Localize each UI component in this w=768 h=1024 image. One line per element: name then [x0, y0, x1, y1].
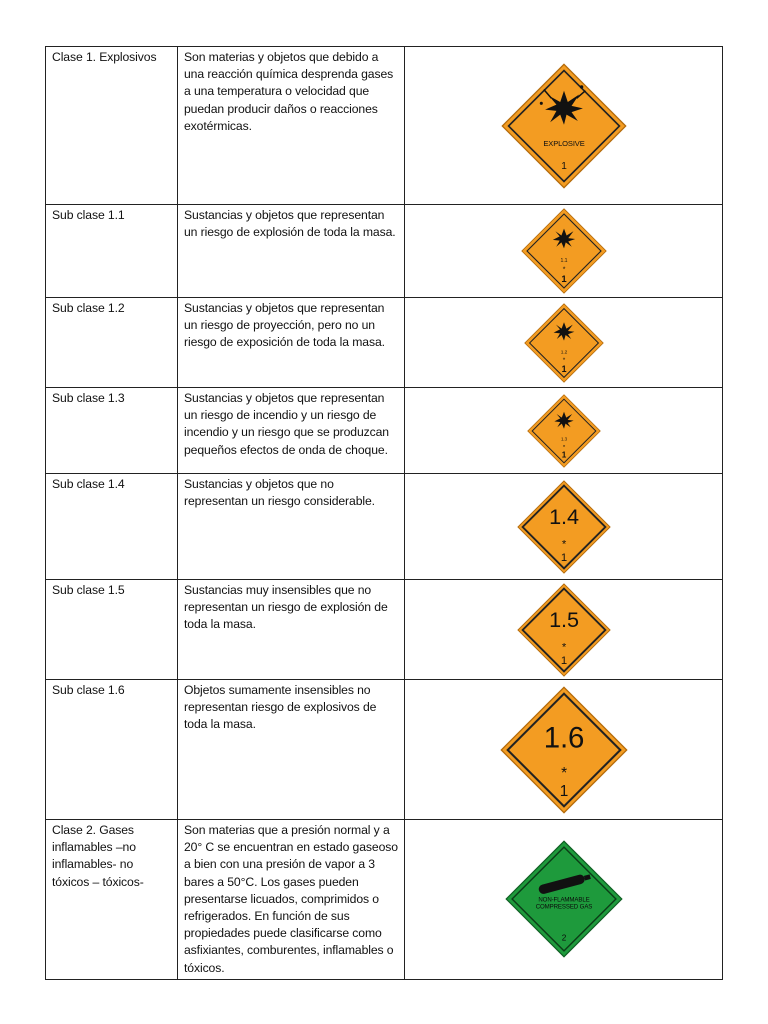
hazard-sign-cell	[405, 388, 723, 474]
table-row	[46, 680, 723, 820]
compatibility-star: *	[562, 266, 565, 274]
division-label: 1.2	[560, 349, 567, 355]
explosive-1-4-sign	[517, 480, 611, 574]
gas-caption-line2: COMPRESSED GAS	[535, 903, 592, 911]
class-name-cell	[46, 680, 178, 820]
hazard-sign-cell	[405, 474, 723, 580]
explosive-1-3-sign	[527, 394, 601, 468]
class-name-cell	[46, 474, 178, 580]
class-number: 1	[560, 273, 567, 285]
table-row	[46, 388, 723, 474]
class-number: 1	[561, 450, 566, 460]
hazard-sign-cell	[405, 47, 723, 205]
division-label: 1.5	[548, 606, 579, 632]
class-description: Son materias que a presión normal y a 20° C se encuentran en estado gaseoso a bien con una presión de vapor a 3 bares a 50°C. Los gases pueden presentarse licuados, comprimidos o refrigerados. En función de sus propiedades puede clasificarse como asfixiantes, comburentes, inflamables o tóxicos.	[184, 823, 398, 975]
explosive-1-6-sign	[500, 686, 628, 814]
table-row	[46, 47, 723, 205]
class-description-cell	[178, 580, 405, 680]
class-name-cell	[46, 205, 178, 298]
class-name: Sub clase 1.6	[52, 683, 125, 697]
table-row	[46, 820, 723, 980]
compatibility-star: *	[561, 641, 566, 654]
class-name: Clase 1. Explosivos	[52, 50, 157, 64]
class-name: Sub clase 1.1	[52, 208, 125, 222]
class-number: 1	[560, 551, 567, 564]
class-description: Sustancias y objetos que no representan un riesgo considerable.	[184, 477, 375, 509]
compatibility-star: *	[562, 444, 565, 451]
non-flammable-gas-sign	[505, 840, 623, 958]
hazard-sign-cell	[405, 298, 723, 388]
division-label: 1.3	[560, 436, 567, 442]
explosive-1-1-sign	[521, 208, 607, 294]
division-label: 1.1	[560, 258, 567, 265]
class-name-cell	[46, 820, 178, 980]
compatibility-star: *	[561, 538, 566, 551]
hazard-sign-cell	[405, 680, 723, 820]
class-name: Sub clase 1.5	[52, 583, 125, 597]
class-description-cell	[178, 205, 405, 298]
class-name-cell	[46, 298, 178, 388]
table-row	[46, 205, 723, 298]
class-number: 2	[561, 933, 566, 943]
hazard-classes-table	[45, 46, 723, 980]
class-name: Sub clase 1.4	[52, 477, 125, 491]
class-description-cell	[178, 47, 405, 205]
class-number: 1	[559, 782, 568, 800]
table-row	[46, 580, 723, 680]
class-description: Son materias y objetos que debido a una reacción química desprenda gases a una temperatura o velocidad que puedan producir daños o reacciones exotérmicas.	[184, 50, 394, 133]
class-name-cell	[46, 388, 178, 474]
class-description: Sustancias muy insensibles que no representan un riesgo de explosión de toda la masa.	[184, 583, 388, 632]
gas-caption-line1: NON-FLAMMABLE	[537, 896, 590, 904]
hazard-sign-cell	[405, 580, 723, 680]
explosive-caption: EXPLOSIVE	[542, 138, 585, 148]
compatibility-star: *	[560, 764, 567, 782]
class-number: 1	[560, 654, 567, 667]
class-number: 1	[561, 363, 566, 374]
class-name-cell	[46, 47, 178, 205]
explosive-1-5-sign	[517, 583, 611, 677]
table-row	[46, 298, 723, 388]
table-row	[46, 474, 723, 580]
class-description: Sustancias y objetos que representan un riesgo de proyección, pero no un riesgo de exposición de toda la masa.	[184, 301, 385, 350]
compatibility-star: *	[562, 356, 565, 364]
explosive-1-2-sign	[524, 303, 604, 383]
class-number: 1	[560, 160, 567, 172]
class-description-cell	[178, 820, 405, 980]
class-name-cell	[46, 580, 178, 680]
hazard-sign-cell	[405, 820, 723, 980]
division-label: 1.4	[548, 503, 579, 529]
class-description: Sustancias y objetos que representan un riesgo de explosión de toda la masa.	[184, 208, 396, 240]
class-description-cell	[178, 680, 405, 820]
class-name: Sub clase 1.2	[52, 301, 125, 315]
class-name: Sub clase 1.3	[52, 391, 125, 405]
class-name: Clase 2. Gases inflamables –no inflamables- no tóxicos – tóxicos-	[52, 823, 144, 889]
division-label: 1.6	[543, 720, 584, 754]
class-description-cell	[178, 298, 405, 388]
class-description-cell	[178, 474, 405, 580]
class-description: Sustancias y objetos que representan un riesgo de incendio y un riesgo de incendio y un riesgo que se produzcan pequeños efectos de onda de choque.	[184, 391, 389, 457]
class-description-cell	[178, 388, 405, 474]
class-description: Objetos sumamente insensibles no representan riesgo de explosivos de toda la masa.	[184, 683, 377, 732]
explosive-class-1-sign	[501, 63, 627, 189]
hazard-sign-cell	[405, 205, 723, 298]
